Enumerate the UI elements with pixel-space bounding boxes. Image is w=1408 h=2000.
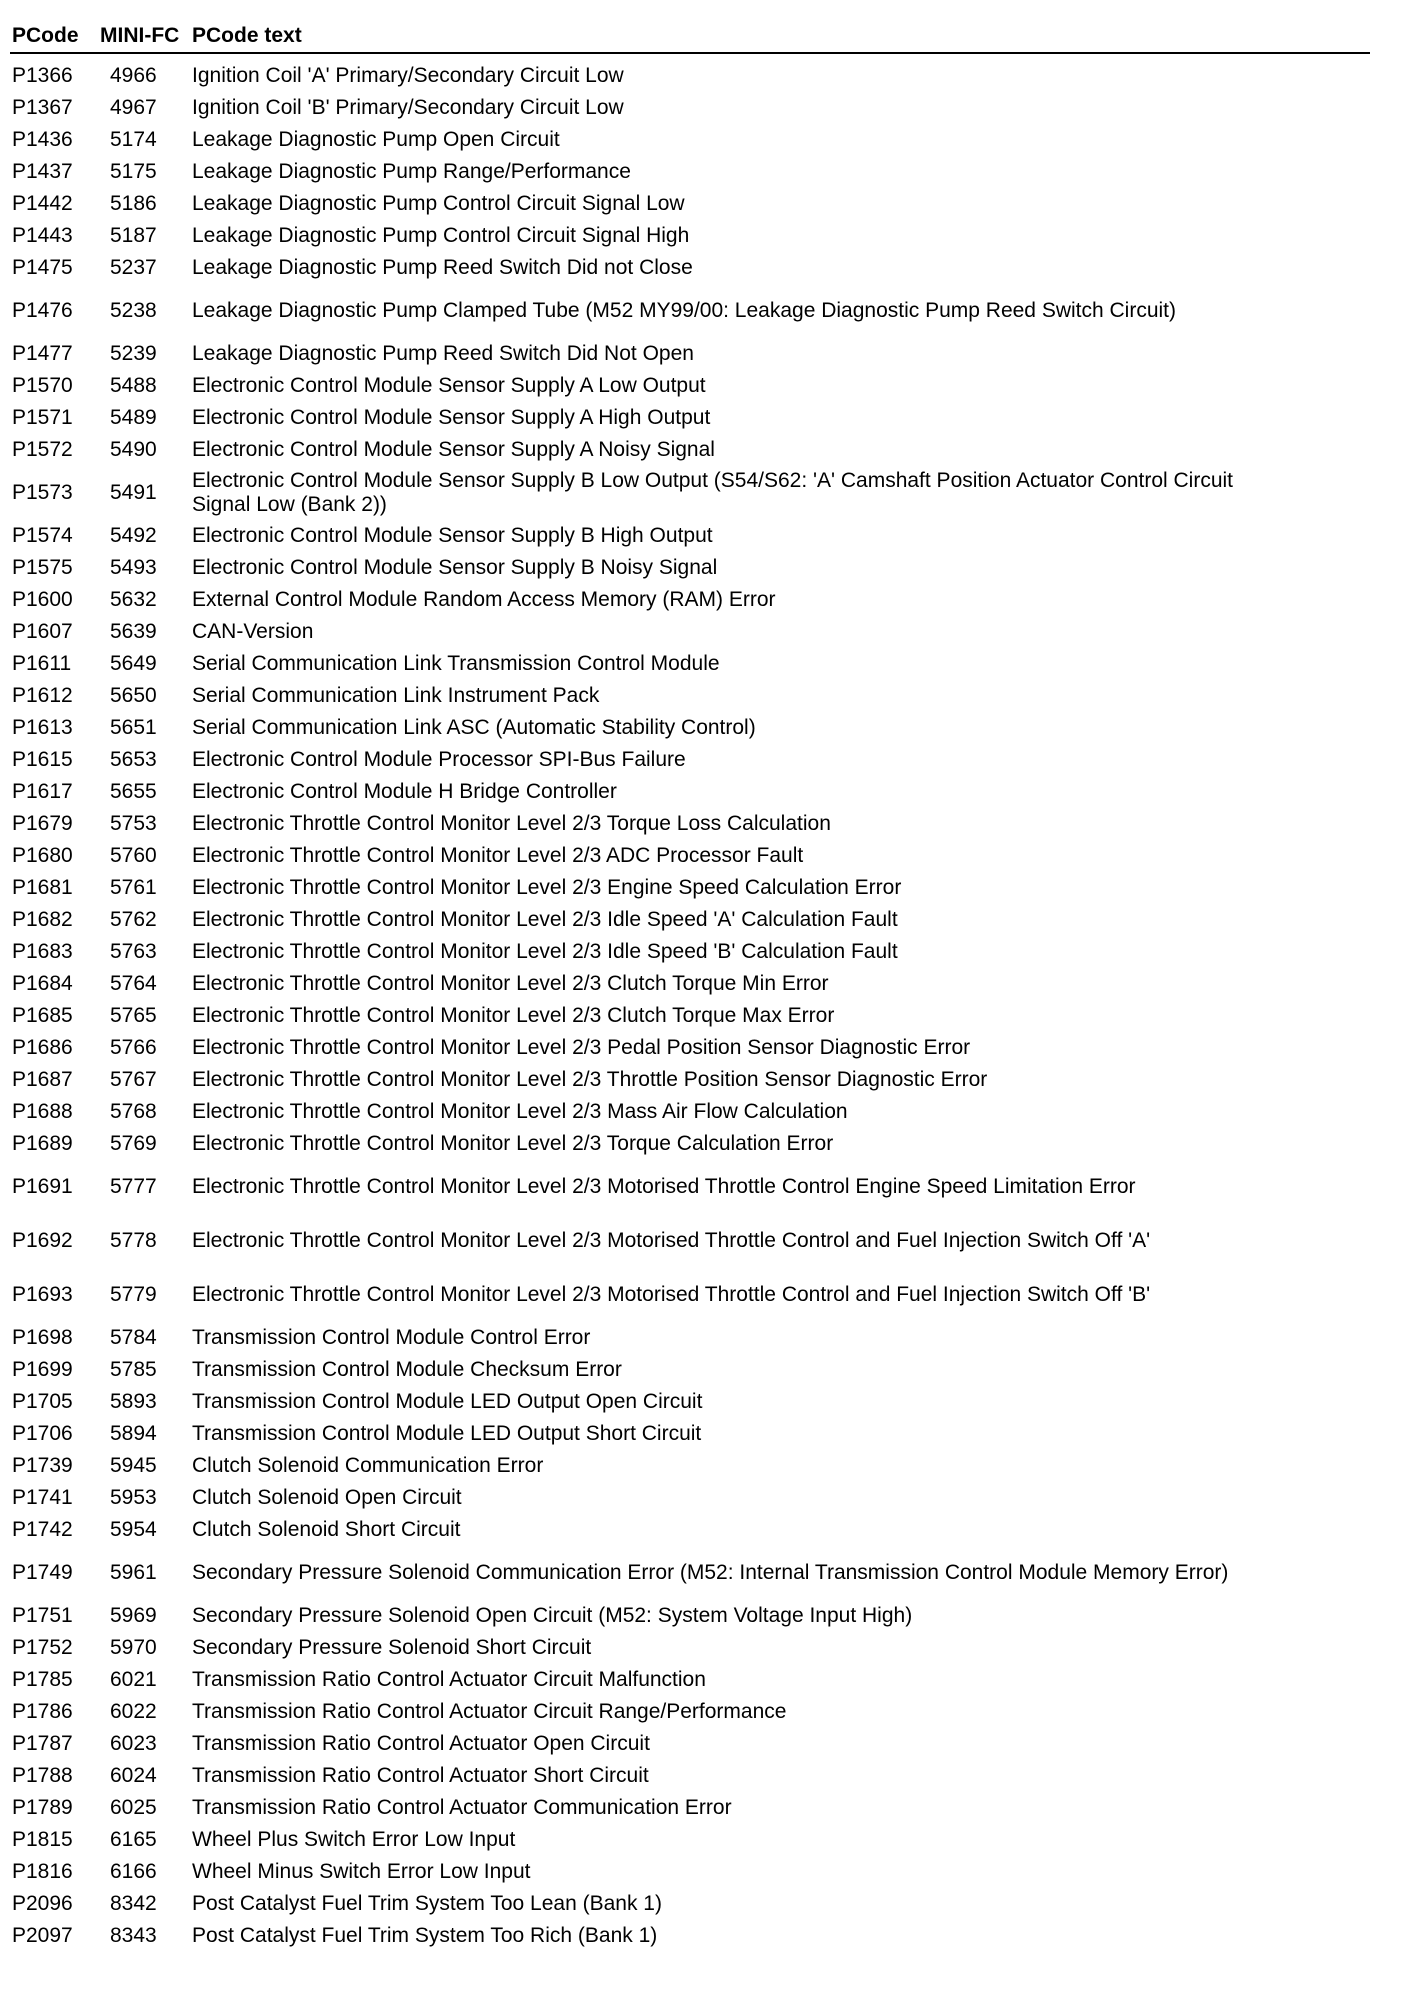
table-row — [10, 1418, 1370, 1450]
table-row — [10, 1600, 1370, 1632]
cell-minifc: 8342 — [110, 1892, 157, 1915]
table-row — [10, 188, 1370, 220]
cell-pcode: P1752 — [12, 1636, 73, 1659]
table-row — [10, 1322, 1370, 1354]
cell-minifc: 5762 — [110, 908, 157, 931]
cell-minifc: 5766 — [110, 1036, 157, 1059]
cell-minifc: 5785 — [110, 1358, 157, 1381]
cell-minifc: 5649 — [110, 652, 157, 675]
cell-pcode-text: Electronic Throttle Control Monitor Level 2/3 Pedal Position Sensor Diagnostic Error — [192, 1036, 971, 1059]
cell-minifc: 5187 — [110, 224, 157, 247]
table-row — [10, 936, 1370, 968]
cell-pcode: P1692 — [12, 1229, 73, 1252]
table-row — [10, 1450, 1370, 1482]
cell-pcode: P1686 — [12, 1036, 73, 1059]
table-row — [10, 338, 1370, 370]
cell-pcode: P1572 — [12, 438, 73, 461]
cell-pcode: P1443 — [12, 224, 73, 247]
cell-pcode: P1680 — [12, 844, 73, 867]
cell-pcode-text: Electronic Throttle Control Monitor Level 2/3 Motorised Throttle Control and Fuel Injection Switch Off 'A' — [192, 1229, 1151, 1252]
cell-pcode: P2096 — [12, 1892, 73, 1915]
table-row — [10, 1386, 1370, 1418]
cell-pcode-text: Electronic Control Module Sensor Supply A Noisy Signal — [192, 438, 715, 461]
cell-pcode-text: Post Catalyst Fuel Trim System Too Rich (Bank 1) — [192, 1924, 658, 1947]
cell-minifc: 5954 — [110, 1518, 157, 1541]
table-row — [10, 840, 1370, 872]
cell-minifc: 5777 — [110, 1175, 157, 1198]
cell-pcode: P1786 — [12, 1700, 73, 1723]
cell-minifc: 5778 — [110, 1229, 157, 1252]
table-row — [10, 1792, 1370, 1824]
cell-pcode-text: Leakage Diagnostic Pump Open Circuit — [192, 128, 560, 151]
cell-pcode: P1688 — [12, 1100, 73, 1123]
table-row — [10, 1354, 1370, 1386]
cell-pcode-text: Serial Communication Link Transmission Control Module — [192, 652, 720, 675]
cell-pcode: P1571 — [12, 406, 73, 429]
table-row — [10, 92, 1370, 124]
cell-pcode: P1367 — [12, 96, 73, 119]
cell-pcode: P1681 — [12, 876, 73, 899]
cell-pcode-text: Electronic Throttle Control Monitor Level 2/3 Torque Calculation Error — [192, 1132, 834, 1155]
cell-pcode: P1679 — [12, 812, 73, 835]
cell-minifc: 8343 — [110, 1924, 157, 1947]
cell-minifc: 5653 — [110, 748, 157, 771]
cell-pcode: P1815 — [12, 1828, 73, 1851]
table-row — [10, 1664, 1370, 1696]
cell-pcode-text: Ignition Coil 'B' Primary/Secondary Circuit Low — [192, 96, 624, 119]
cell-pcode: P1683 — [12, 940, 73, 963]
cell-pcode-text: Electronic Throttle Control Monitor Level 2/3 Throttle Position Sensor Diagnostic Error — [192, 1068, 988, 1091]
table-row — [10, 520, 1370, 552]
table-row — [10, 1064, 1370, 1096]
cell-minifc: 5175 — [110, 160, 157, 183]
cell-minifc: 5767 — [110, 1068, 157, 1091]
cell-pcode: P1573 — [12, 481, 73, 504]
table-row — [10, 744, 1370, 776]
table-row — [10, 1888, 1370, 1920]
cell-minifc: 5237 — [110, 256, 157, 279]
cell-pcode: P1476 — [12, 299, 73, 322]
cell-minifc: 5632 — [110, 588, 157, 611]
cell-pcode-text: Electronic Throttle Control Monitor Level 2/3 ADC Processor Fault — [192, 844, 804, 867]
cell-pcode: P1607 — [12, 620, 73, 643]
cell-minifc: 5893 — [110, 1390, 157, 1413]
cell-pcode-text: Post Catalyst Fuel Trim System Too Lean (Bank 1) — [192, 1892, 662, 1915]
cell-pcode: P1699 — [12, 1358, 73, 1381]
table-row — [10, 156, 1370, 188]
cell-minifc: 6025 — [110, 1796, 157, 1819]
cell-minifc: 5768 — [110, 1100, 157, 1123]
cell-pcode: P1615 — [12, 748, 73, 771]
cell-minifc: 5945 — [110, 1454, 157, 1477]
header-pcode-text: PCode text — [192, 22, 1370, 53]
cell-pcode: P1787 — [12, 1732, 73, 1755]
cell-pcode-text: Electronic Control Module Sensor Supply B High Output — [192, 524, 713, 547]
cell-minifc: 5765 — [110, 1004, 157, 1027]
table-row — [10, 1160, 1370, 1214]
cell-minifc: 5779 — [110, 1283, 157, 1306]
table-row — [10, 252, 1370, 284]
cell-minifc: 5784 — [110, 1326, 157, 1349]
cell-minifc: 5491 — [110, 481, 157, 504]
cell-pcode-text: Leakage Diagnostic Pump Reed Switch Did Not Open — [192, 342, 694, 365]
cell-pcode-text: Leakage Diagnostic Pump Control Circuit Signal High — [192, 224, 690, 247]
table-header — [10, 22, 1370, 53]
table-row — [10, 1482, 1370, 1514]
cell-minifc: 4966 — [110, 64, 157, 87]
cell-pcode-text: Electronic Control Module Sensor Supply B Low Output (S54/S62: 'A' Camshaft Position Actuator Control Circuit Signal Low (Bank 2)) — [192, 469, 1234, 516]
cell-minifc: 5490 — [110, 438, 157, 461]
cell-pcode-text: Electronic Throttle Control Monitor Level 2/3 Motorised Throttle Control and Fuel Injection Switch Off 'B' — [192, 1283, 1151, 1306]
cell-pcode: P1611 — [12, 652, 72, 675]
table-body — [10, 53, 1370, 1952]
table-row — [10, 1632, 1370, 1664]
cell-pcode: P1749 — [12, 1561, 73, 1584]
cell-pcode: P1705 — [12, 1390, 73, 1413]
table-row — [10, 53, 1370, 92]
cell-pcode-text: Transmission Control Module Control Error — [192, 1326, 591, 1349]
cell-minifc: 5651 — [110, 716, 157, 739]
table-row — [10, 616, 1370, 648]
table-row — [10, 968, 1370, 1000]
cell-pcode: P1682 — [12, 908, 73, 931]
header-pcode: PCode — [10, 22, 100, 53]
table-row — [10, 808, 1370, 840]
cell-pcode: P1684 — [12, 972, 73, 995]
table-row — [10, 1514, 1370, 1546]
cell-pcode-text: Electronic Control Module Sensor Supply A Low Output — [192, 374, 706, 397]
cell-minifc: 5753 — [110, 812, 157, 835]
cell-pcode-text: Electronic Throttle Control Monitor Level 2/3 Engine Speed Calculation Error — [192, 876, 902, 899]
cell-minifc: 5639 — [110, 620, 157, 643]
cell-minifc: 6165 — [110, 1828, 157, 1851]
cell-pcode-text: CAN-Version — [192, 620, 314, 643]
table-row — [10, 680, 1370, 712]
cell-pcode-text: Electronic Control Module H Bridge Controller — [192, 780, 617, 803]
table-row — [10, 1032, 1370, 1064]
cell-pcode-text: Wheel Minus Switch Error Low Input — [192, 1860, 531, 1883]
cell-pcode: P1442 — [12, 192, 73, 215]
cell-pcode: P1751 — [12, 1604, 73, 1627]
cell-minifc: 5970 — [110, 1636, 157, 1659]
cell-pcode: P1739 — [12, 1454, 73, 1477]
cell-pcode-text: Leakage Diagnostic Pump Reed Switch Did not Close — [192, 256, 693, 279]
cell-pcode-text: External Control Module Random Access Memory (RAM) Error — [192, 588, 776, 611]
cell-minifc: 6022 — [110, 1700, 157, 1723]
cell-minifc: 5492 — [110, 524, 157, 547]
cell-pcode-text: Electronic Control Module Processor SPI-Bus Failure — [192, 748, 686, 771]
cell-pcode-text: Electronic Throttle Control Monitor Level 2/3 Clutch Torque Min Error — [192, 972, 829, 995]
table-row — [10, 1546, 1370, 1600]
header-row — [10, 22, 1370, 53]
cell-pcode-text: Clutch Solenoid Communication Error — [192, 1454, 544, 1477]
table-row — [10, 776, 1370, 808]
table-row — [10, 434, 1370, 466]
table-row — [10, 220, 1370, 252]
table-row — [10, 402, 1370, 434]
cell-minifc: 5493 — [110, 556, 157, 579]
table-row — [10, 370, 1370, 402]
cell-pcode-text: Secondary Pressure Solenoid Open Circuit (M52: System Voltage Input High) — [192, 1604, 913, 1627]
cell-minifc: 5655 — [110, 780, 157, 803]
table-row — [10, 1268, 1370, 1322]
cell-pcode-text: Serial Communication Link Instrument Pack — [192, 684, 600, 707]
cell-pcode: P1706 — [12, 1422, 73, 1445]
cell-minifc: 5186 — [110, 192, 157, 215]
cell-minifc: 5174 — [110, 128, 157, 151]
cell-pcode-text: Electronic Throttle Control Monitor Level 2/3 Clutch Torque Max Error — [192, 1004, 835, 1027]
cell-minifc: 5489 — [110, 406, 157, 429]
cell-pcode-text: Electronic Throttle Control Monitor Level 2/3 Idle Speed 'A' Calculation Fault — [192, 908, 898, 931]
cell-minifc: 5239 — [110, 342, 157, 365]
table-row — [10, 872, 1370, 904]
cell-pcode: P1612 — [12, 684, 73, 707]
cell-pcode: P1477 — [12, 342, 73, 365]
cell-pcode: P1437 — [12, 160, 73, 183]
table-row — [10, 466, 1370, 520]
table-row — [10, 552, 1370, 584]
cell-minifc: 5953 — [110, 1486, 157, 1509]
cell-pcode-text: Transmission Control Module Checksum Error — [192, 1358, 622, 1381]
cell-pcode-text: Wheel Plus Switch Error Low Input — [192, 1828, 516, 1851]
cell-pcode: P1693 — [12, 1283, 73, 1306]
cell-pcode: P1366 — [12, 64, 73, 87]
pcode-table — [10, 22, 1370, 1952]
cell-pcode: P1689 — [12, 1132, 73, 1155]
cell-minifc: 5650 — [110, 684, 157, 707]
table-row — [10, 648, 1370, 680]
table-row — [10, 1824, 1370, 1856]
cell-pcode: P1574 — [12, 524, 73, 547]
cell-pcode-text: Transmission Ratio Control Actuator Open Circuit — [192, 1732, 650, 1755]
cell-pcode-text: Leakage Diagnostic Pump Clamped Tube (M52 MY99/00: Leakage Diagnostic Pump Reed Switch Circuit) — [192, 299, 1177, 322]
cell-pcode-text: Ignition Coil 'A' Primary/Secondary Circuit Low — [192, 64, 624, 87]
cell-minifc: 5763 — [110, 940, 157, 963]
table-row — [10, 904, 1370, 936]
cell-pcode: P1600 — [12, 588, 73, 611]
cell-pcode: P2097 — [12, 1924, 73, 1947]
table-row — [10, 1920, 1370, 1952]
cell-pcode-text: Electronic Throttle Control Monitor Level 2/3 Motorised Throttle Control Engine Speed Limitation Error — [192, 1175, 1136, 1198]
cell-minifc: 5894 — [110, 1422, 157, 1445]
table-row — [10, 1214, 1370, 1268]
cell-pcode-text: Secondary Pressure Solenoid Short Circuit — [192, 1636, 592, 1659]
cell-pcode-text: Clutch Solenoid Open Circuit — [192, 1486, 462, 1509]
cell-pcode: P1570 — [12, 374, 73, 397]
cell-pcode: P1789 — [12, 1796, 73, 1819]
table-row — [10, 1728, 1370, 1760]
table-row — [10, 1128, 1370, 1160]
cell-pcode-text: Transmission Ratio Control Actuator Communication Error — [192, 1796, 732, 1819]
table-row — [10, 1000, 1370, 1032]
cell-minifc: 5760 — [110, 844, 157, 867]
cell-pcode-text: Transmission Ratio Control Actuator Short Circuit — [192, 1764, 649, 1787]
cell-minifc: 5961 — [110, 1561, 157, 1584]
cell-pcode: P1436 — [12, 128, 73, 151]
table-row — [10, 1696, 1370, 1728]
cell-minifc: 5969 — [110, 1604, 157, 1627]
cell-pcode-text: Transmission Control Module LED Output Short Circuit — [192, 1422, 702, 1445]
cell-pcode-text: Transmission Control Module LED Output Open Circuit — [192, 1390, 703, 1413]
cell-pcode-text: Secondary Pressure Solenoid Communication Error (M52: Internal Transmission Control Module Memory Error) — [192, 1561, 1229, 1584]
cell-pcode: P1698 — [12, 1326, 73, 1349]
cell-pcode-text: Electronic Throttle Control Monitor Level 2/3 Mass Air Flow Calculation — [192, 1100, 848, 1123]
table-row — [10, 1760, 1370, 1792]
table-row — [10, 1856, 1370, 1888]
cell-minifc: 5764 — [110, 972, 157, 995]
cell-pcode-text: Leakage Diagnostic Pump Control Circuit Signal Low — [192, 192, 685, 215]
cell-pcode-text: Electronic Control Module Sensor Supply A High Output — [192, 406, 711, 429]
cell-pcode: P1785 — [12, 1668, 73, 1691]
table-row — [10, 1096, 1370, 1128]
table-row — [10, 584, 1370, 616]
cell-pcode-text: Transmission Ratio Control Actuator Circuit Range/Performance — [192, 1700, 787, 1723]
cell-pcode: P1788 — [12, 1764, 73, 1787]
cell-pcode: P1685 — [12, 1004, 73, 1027]
cell-pcode: P1475 — [12, 256, 73, 279]
cell-pcode: P1741 — [12, 1486, 73, 1509]
cell-minifc: 4967 — [110, 96, 157, 119]
cell-pcode: P1742 — [12, 1518, 73, 1541]
cell-minifc: 5769 — [110, 1132, 157, 1155]
cell-pcode: P1613 — [12, 716, 73, 739]
cell-pcode-text: Electronic Control Module Sensor Supply B Noisy Signal — [192, 556, 718, 579]
cell-pcode-text: Electronic Throttle Control Monitor Level 2/3 Idle Speed 'B' Calculation Fault — [192, 940, 898, 963]
cell-minifc: 6166 — [110, 1860, 157, 1883]
cell-pcode-text: Transmission Ratio Control Actuator Circuit Malfunction — [192, 1668, 706, 1691]
cell-minifc: 6023 — [110, 1732, 157, 1755]
cell-pcode: P1687 — [12, 1068, 73, 1091]
cell-pcode: P1691 — [12, 1175, 73, 1198]
cell-pcode-text: Electronic Throttle Control Monitor Level 2/3 Torque Loss Calculation — [192, 812, 831, 835]
cell-pcode: P1617 — [12, 780, 73, 803]
table-row — [10, 284, 1370, 338]
table-row — [10, 124, 1370, 156]
cell-minifc: 5238 — [110, 299, 157, 322]
cell-minifc: 6024 — [110, 1764, 157, 1787]
cell-minifc: 6021 — [110, 1668, 157, 1691]
cell-pcode: P1816 — [12, 1860, 73, 1883]
cell-pcode-text: Clutch Solenoid Short Circuit — [192, 1518, 461, 1541]
header-minifc: MINI-FC — [100, 22, 192, 53]
cell-pcode-text: Leakage Diagnostic Pump Range/Performance — [192, 160, 631, 183]
cell-minifc: 5761 — [110, 876, 157, 899]
cell-minifc: 5488 — [110, 374, 157, 397]
cell-pcode: P1575 — [12, 556, 73, 579]
table-row — [10, 712, 1370, 744]
cell-pcode-text: Serial Communication Link ASC (Automatic Stability Control) — [192, 716, 756, 739]
